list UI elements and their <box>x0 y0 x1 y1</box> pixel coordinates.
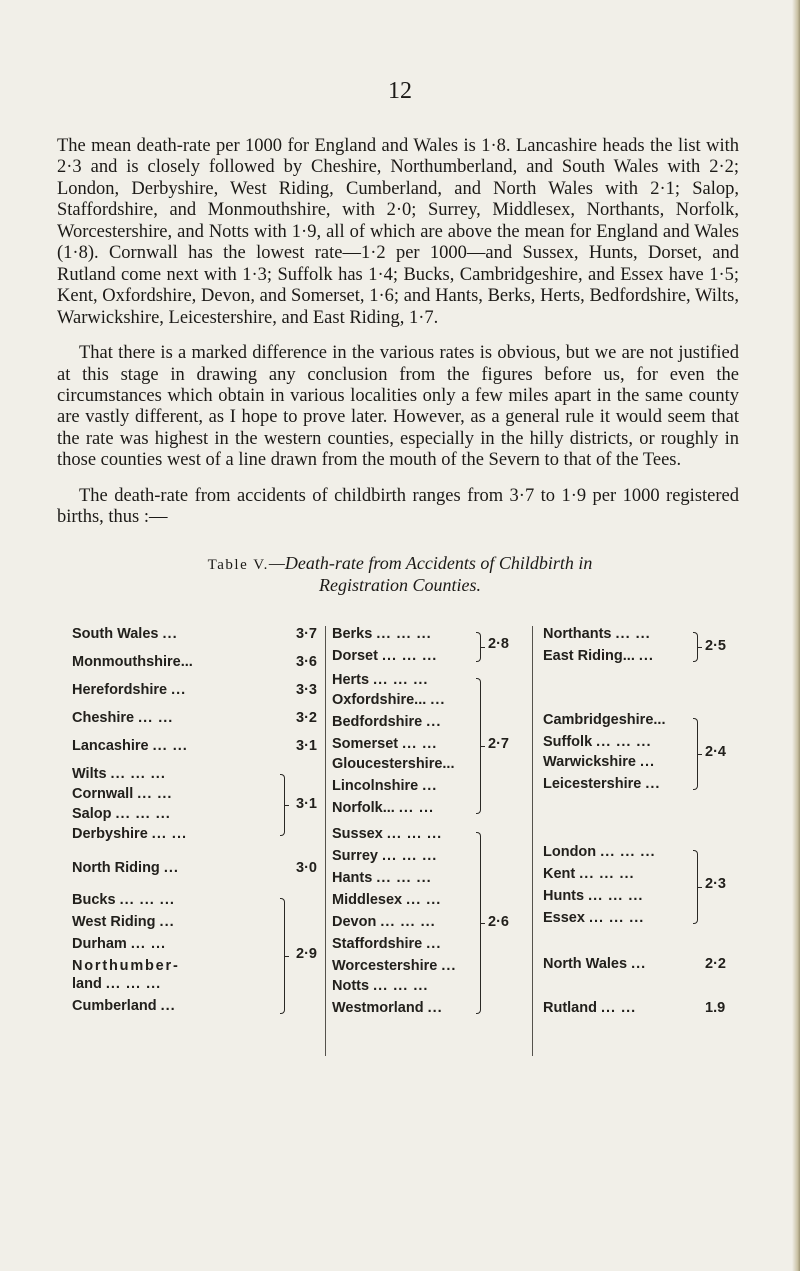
table-row: London ... ... ... <box>543 844 656 860</box>
table-row: Durham ... ... <box>72 936 167 952</box>
table-row: Staffordshire ... <box>332 936 442 952</box>
page-number: 12 <box>388 78 412 104</box>
table-label: Table V. <box>207 557 269 573</box>
table-row: Warwickshire ... <box>543 754 656 770</box>
rate-value: 2·3 <box>705 876 726 892</box>
table-row: Derbyshire ... ... <box>72 826 187 842</box>
table-caption <box>60 553 740 597</box>
table-row: Kent ... ... ... <box>543 866 635 882</box>
table-row: Essex ... ... ... <box>543 910 645 926</box>
table-title-line2: Registration Counties. <box>319 574 481 595</box>
group-brace <box>476 632 481 662</box>
table-row: Cheshire ... ... <box>72 710 174 726</box>
rate-value: 3·6 <box>296 654 317 670</box>
table-row: Cornwall ... ... <box>72 786 173 802</box>
table-row: Cambridgeshire... <box>543 712 666 728</box>
table-column-3 <box>532 626 753 1056</box>
table-row: Leicestershire ... <box>543 776 661 792</box>
table-row: Westmorland ... <box>332 1000 443 1016</box>
table-row: Hunts ... ... ... <box>543 888 644 904</box>
table-row: Northants ... ... <box>543 626 651 642</box>
rate-value: 2·8 <box>488 636 509 652</box>
rate-value: 2·6 <box>488 914 509 930</box>
table-row: North Wales ... <box>543 956 647 972</box>
table-row: Sussex ... ... ... <box>332 826 443 842</box>
table-row: Salop ... ... ... <box>72 806 171 822</box>
table-row: Oxfordshire... ... <box>332 692 446 708</box>
table-row: Bucks ... ... ... <box>72 892 175 908</box>
rate-value: 2·9 <box>296 946 317 962</box>
group-brace <box>693 632 698 662</box>
rate-value: 2·7 <box>488 736 509 752</box>
group-brace <box>280 774 285 836</box>
table-row: Lincolnshire ... <box>332 778 438 794</box>
table-row: Lancashire ... ... <box>72 738 188 754</box>
rate-value: 3·3 <box>296 682 317 698</box>
table-row: North Riding ... <box>72 860 179 876</box>
table-column-2 <box>325 626 532 1056</box>
table-title-line1: —Death-rate from Accidents of Childbirth in <box>268 553 593 573</box>
group-brace <box>693 718 698 790</box>
table-row: Middlesex ... ... <box>332 892 442 908</box>
table-row: Herts ... ... ... <box>332 672 429 688</box>
rate-value: 1.9 <box>705 1000 726 1016</box>
rate-value: 3·7 <box>296 626 317 642</box>
table-row: West Riding ... <box>72 914 175 930</box>
table-row: land ... ... ... <box>72 976 162 992</box>
table-row: Worcestershire ... <box>332 958 457 974</box>
rate-value: 3·1 <box>296 738 317 754</box>
paragraph-3: The death-rate from accidents of childbirth ranges from 3·7 to 1·9 per 1000 registered births, thus :— <box>57 485 739 528</box>
table-row: Surrey ... ... ... <box>332 848 438 864</box>
rate-value: 2·2 <box>705 956 726 972</box>
table-row: Northumber- <box>72 958 180 974</box>
table-row: Suffolk ... ... ... <box>543 734 652 750</box>
table-row: Wilts ... ... ... <box>72 766 166 782</box>
table-row: South Wales ... <box>72 626 178 642</box>
group-brace <box>693 850 698 924</box>
table-row: Bedfordshire ... <box>332 714 442 730</box>
page-edge <box>792 0 800 1271</box>
table-row: Dorset ... ... ... <box>332 648 438 664</box>
table-row: Hants ... ... ... <box>332 870 432 886</box>
table-row: Herefordshire ... <box>72 682 187 698</box>
rate-value: 3·0 <box>296 860 317 876</box>
rate-value: 3·1 <box>296 796 317 812</box>
rate-value: 3·2 <box>296 710 317 726</box>
group-brace <box>280 898 285 1014</box>
table-row: Devon ... ... ... <box>332 914 436 930</box>
table-row: Gloucestershire... <box>332 756 455 772</box>
rate-value: 2·5 <box>705 638 726 654</box>
table-row: Notts ... ... ... <box>332 978 429 994</box>
table-row: Norfolk... ... ... <box>332 800 435 816</box>
table-row: Monmouthshire... <box>72 654 193 670</box>
paragraph-1: The mean death-rate per 1000 for England and Wales is 1·8. Lancashire heads the list with 2·3 and is closely followed by Cheshire, Northumberland, and South Wales with 2·2; London, Derbyshire, West Riding, Cumberland, and North Wales with 2·1; Salop, Staffordshire, and Monmouthshire, with 2·0; Surrey, Middlesex, Northants, Norfolk, Worcestershire, and Notts with 1·9, all of which are above the mean for England and Wales (1·8). Cornwall has the lowest rate—1·2 per 1000—and Sussex, Hunts, Dorset, and Rutland come next with 1·3; Suffolk has 1·4; Bucks, Cambridgeshire, and Essex have 1·5; Kent, Oxfordshire, Devon, and Somerset, 1·6; and Hants, Berks, Herts, Bedfordshire, Wilts, Warwickshire, Leicestershire, and East Riding, 1·7. <box>57 136 739 328</box>
group-brace <box>476 678 481 814</box>
group-brace <box>476 832 481 1014</box>
table-row: Rutland ... ... <box>543 1000 637 1016</box>
rate-value: 2·4 <box>705 744 726 760</box>
paragraph-2: That there is a marked difference in the various rates is obvious, but we are not justified at this stage in drawing any conclusion from the figures before us, for even the circumstances which obtain in various localities only a few miles apart in the same county are vastly different, as I hope to prove later. However, as a general rule it would seem that the rate was highest in the western counties, especially in the hilly districts, or roughly in those counties west of a line drawn from the mouth of the Severn to that of the Tees. <box>57 343 739 471</box>
table-row: Somerset ... ... <box>332 736 438 752</box>
body-text <box>57 136 739 543</box>
table-row: East Riding... ... <box>543 648 654 664</box>
table-row: Cumberland ... <box>72 998 176 1014</box>
table-row: Berks ... ... ... <box>332 626 432 642</box>
